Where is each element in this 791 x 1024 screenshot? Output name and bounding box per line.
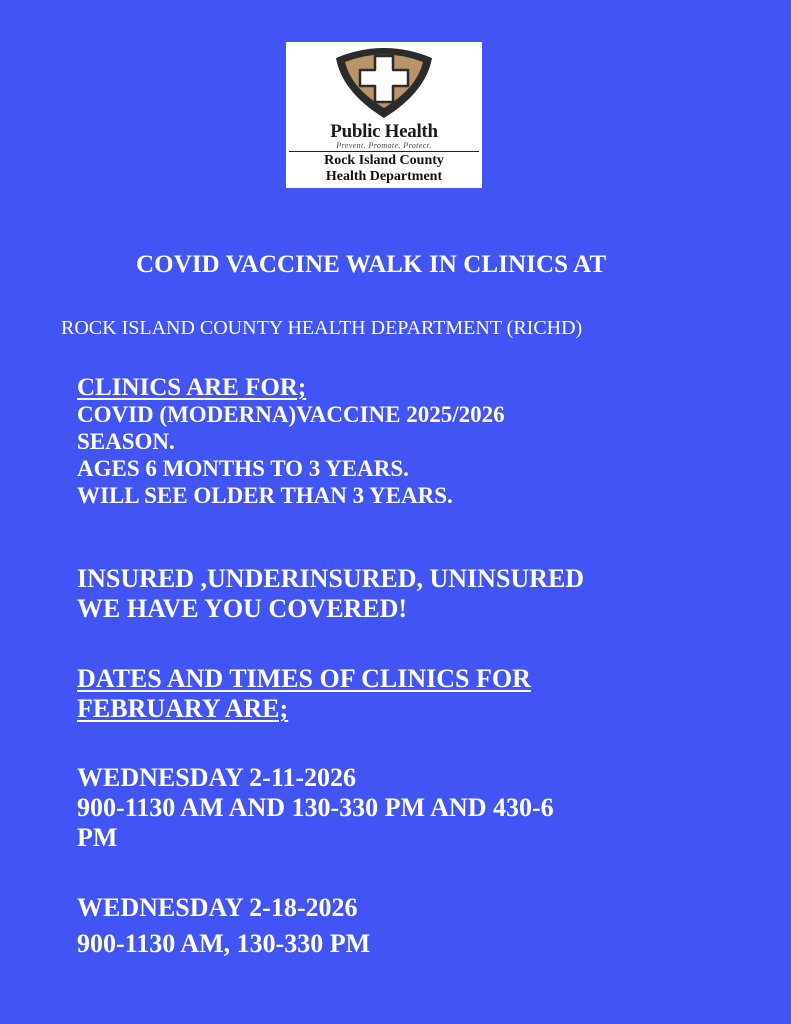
coverage-section: [77, 564, 584, 624]
logo-divider: [289, 151, 479, 152]
clinic-2-times: 900-1130 AM, 130-330 PM: [77, 929, 371, 958]
clinic-1: [77, 763, 554, 853]
clinics-for-line: AGES 6 MONTHS TO 3 YEARS.: [77, 456, 409, 481]
clinic-1-times: 900-1130 AM AND 130-330 PM AND 430-6: [77, 793, 554, 822]
clinics-for-section: [77, 374, 505, 509]
page-subtitle: ROCK ISLAND COUNTY HEALTH DEPARTMENT (RICHD): [61, 317, 583, 339]
shield-cross-icon: [332, 44, 436, 120]
dates-title: [77, 664, 531, 724]
logo-title: Public Health: [330, 121, 438, 142]
clinics-for-line: SEASON.: [77, 429, 175, 454]
clinics-for-line: COVID (MODERNA)VACCINE 2025/2026: [77, 402, 505, 427]
clinics-for-title: CLINICS ARE FOR;: [77, 374, 307, 401]
page-title: COVID VACCINE WALK IN CLINICS AT: [136, 251, 607, 278]
coverage-line: INSURED ,UNDERINSURED, UNINSURED: [77, 564, 585, 593]
dates-title-line1: DATES AND TIMES OF CLINICS FOR: [77, 664, 531, 693]
public-health-logo: [286, 42, 482, 188]
logo-organization: [286, 153, 482, 185]
clinics-for-line: WILL SEE OLDER THAN 3 YEARS.: [77, 483, 453, 508]
clinic-2: [77, 893, 370, 959]
coverage-line: WE HAVE YOU COVERED!: [77, 594, 408, 623]
logo-org-line1: Rock Island County: [324, 153, 444, 168]
clinic-1-times-cont: PM: [77, 823, 118, 852]
logo-org-line2: Health Department: [325, 169, 443, 184]
clinic-1-date: WEDNESDAY 2-11-2026: [77, 763, 357, 792]
logo-tagline: Prevent. Promote. Protect.: [336, 141, 432, 150]
dates-title-line2: FEBRUARY ARE;: [77, 694, 289, 723]
clinic-2-date: WEDNESDAY 2-18-2026: [77, 893, 358, 922]
